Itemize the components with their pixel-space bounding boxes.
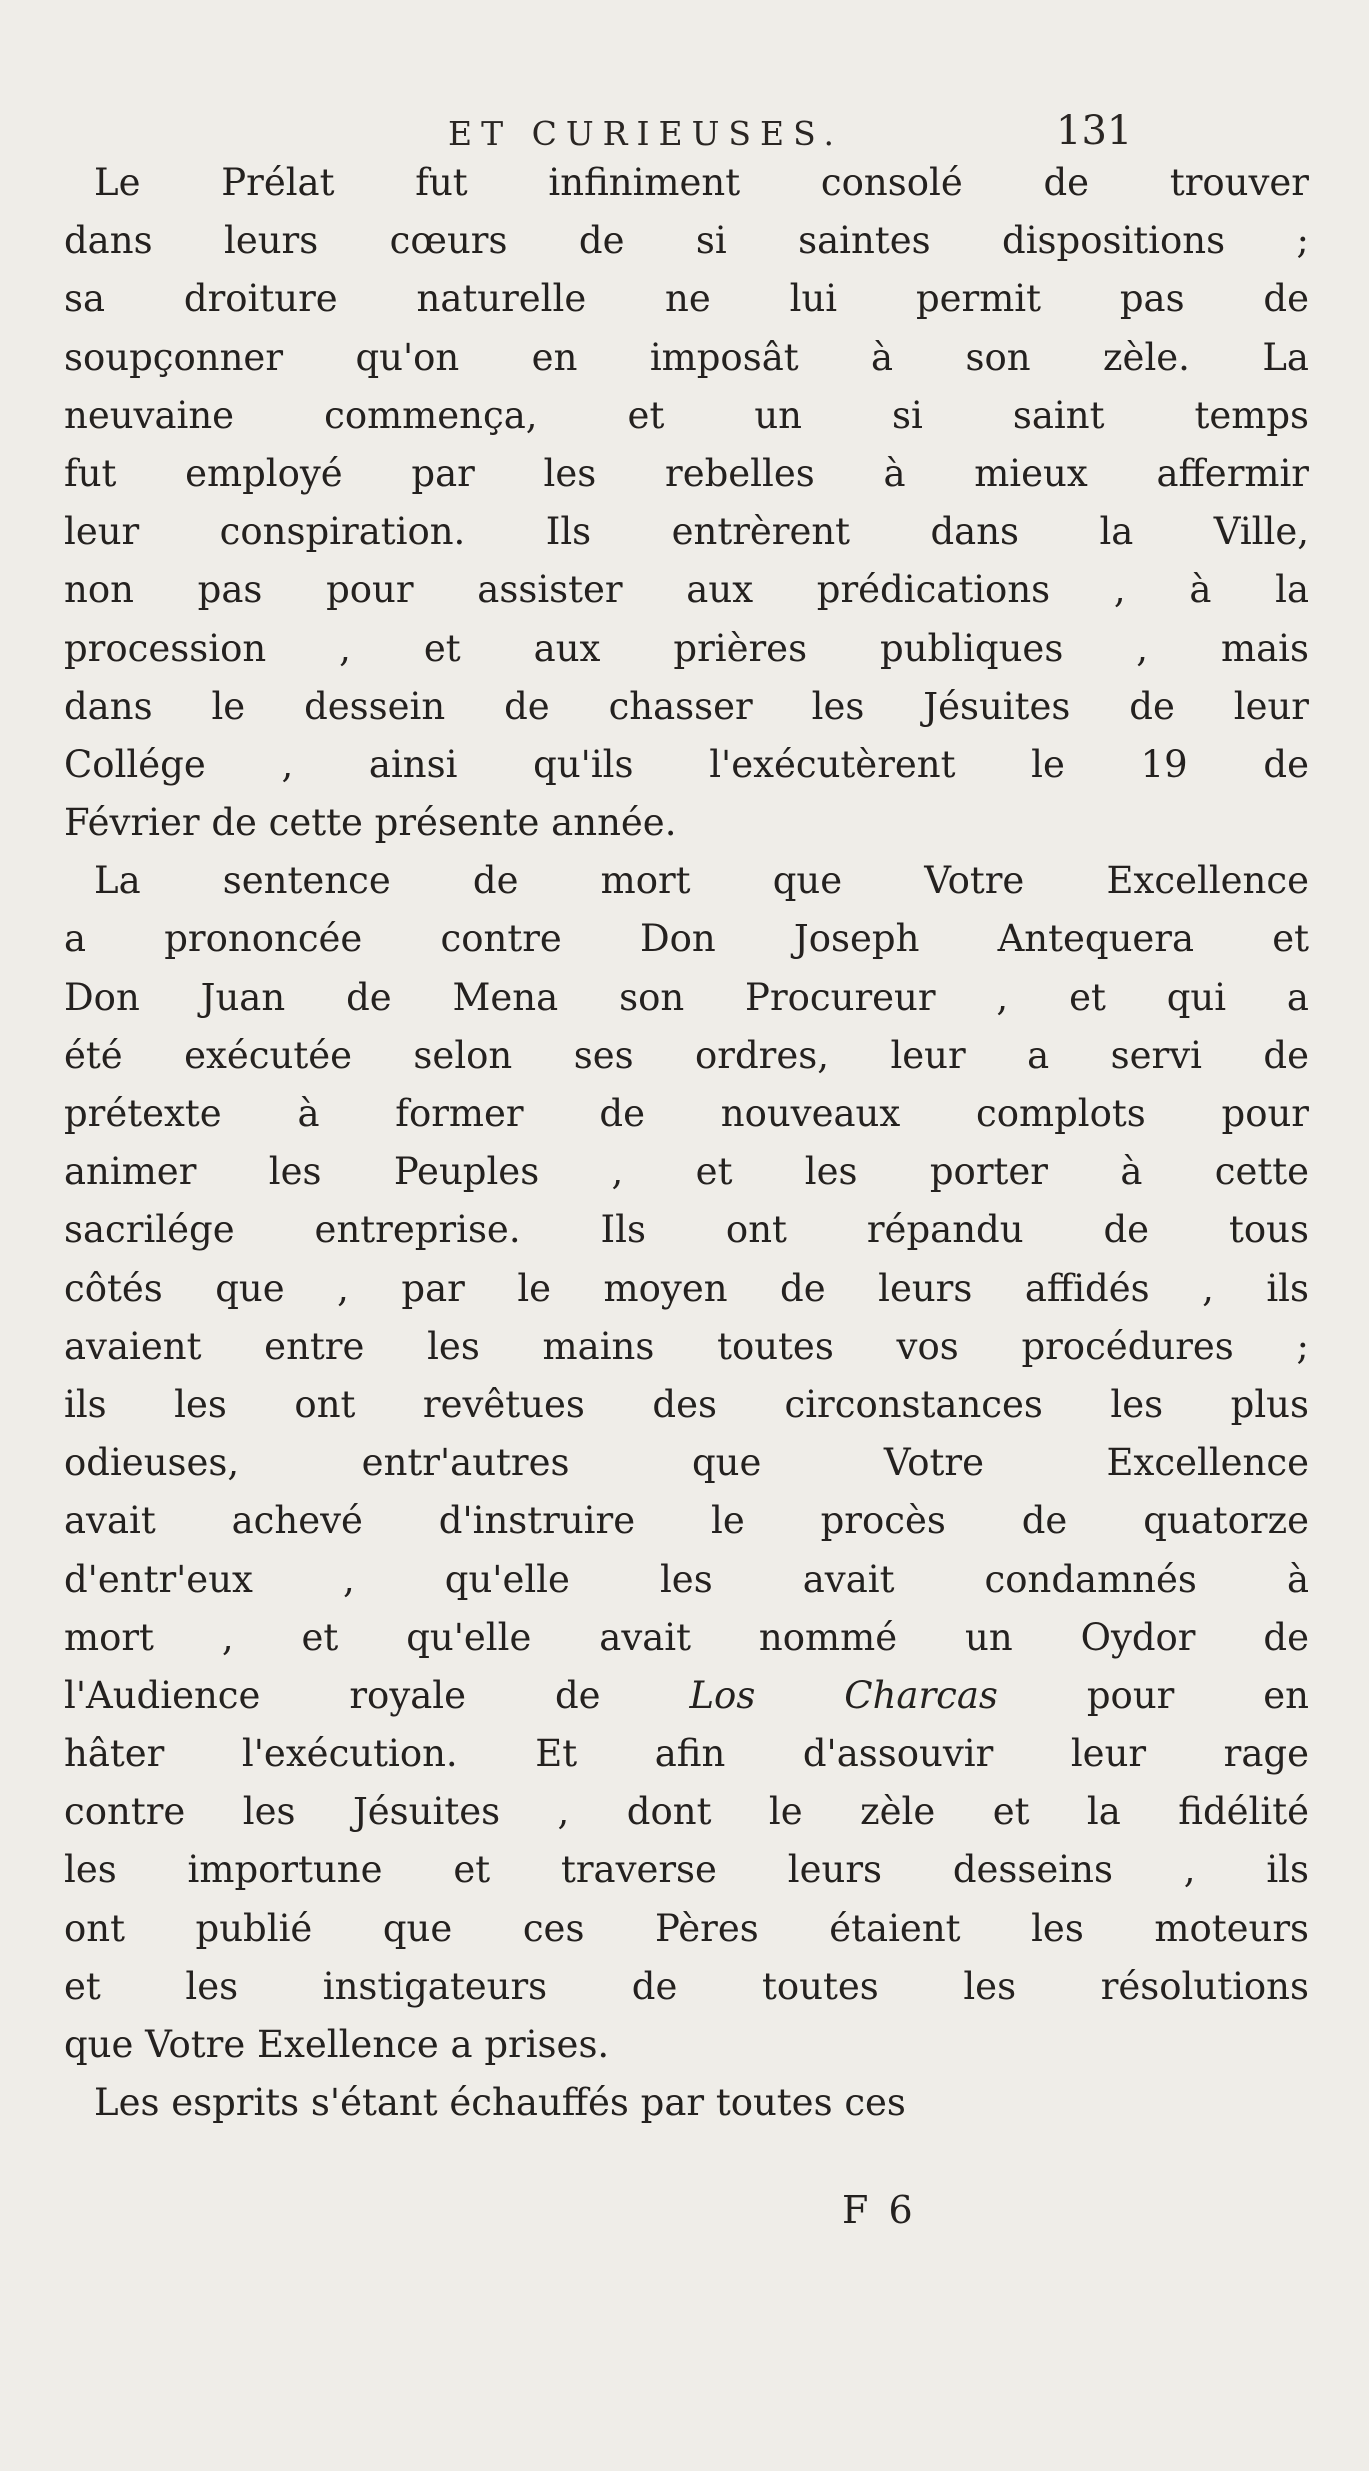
text-line: a prononcée contre Don Joseph Antequera et bbox=[64, 917, 1309, 961]
running-title: ET CURIEUSES. bbox=[448, 114, 844, 153]
text-line: l'Audience royale de Los Charcas pour en bbox=[64, 1673, 1310, 1717]
text-line: dans le dessein de chasser les Jésuites de leur bbox=[64, 684, 1309, 728]
body-text bbox=[64, 154, 1309, 2132]
text-line: neuvaine commença, et un si saint temps bbox=[64, 393, 1309, 437]
paragraph bbox=[64, 2074, 1309, 2132]
text-line: sacrilége entreprise. Ils ont répandu de tous bbox=[64, 1208, 1309, 1252]
text-line: Les esprits s'étant échauffés par toutes ces bbox=[94, 2081, 906, 2125]
text-line: La sentence de mort que Votre Excellence bbox=[94, 859, 1309, 903]
text-line: côtés que , par le moyen de leurs affidés , ils bbox=[64, 1266, 1309, 1310]
text-line: d'entr'eux , qu'elle les avait condamnés à bbox=[64, 1557, 1309, 1601]
page-number: 131 bbox=[1056, 108, 1133, 154]
text-line: procession , et aux prières publiques , mais bbox=[64, 626, 1309, 670]
page-header bbox=[0, 108, 1369, 158]
text-line: odieuses, entr'autres que Votre Excellence bbox=[64, 1441, 1309, 1485]
signature-mark: F 6 bbox=[842, 2188, 917, 2232]
text-line: avait achevé d'instruire le procès de quatorze bbox=[64, 1499, 1309, 1543]
text-line: ont publié que ces Pères étaient les moteurs bbox=[64, 1906, 1309, 1950]
text-line: les importune et traverse leurs desseins , ils bbox=[64, 1848, 1309, 1892]
text-line: Le Prélat fut infiniment consolé de trouver bbox=[94, 161, 1309, 204]
text-line: contre les Jésuites , dont le zèle et la fidélité bbox=[64, 1790, 1309, 1834]
text-line: avaient entre les mains toutes vos procédures ; bbox=[64, 1324, 1309, 1368]
text-line: Don Juan de Mena son Procureur , et qui a bbox=[64, 975, 1309, 1019]
text-line: sa droiture naturelle ne lui permit pas de bbox=[64, 277, 1309, 321]
text-line: que Votre Exellence a prises. bbox=[64, 2023, 610, 2066]
text-line: ils les ont revêtues des circonstances les plus bbox=[64, 1382, 1309, 1426]
text-line: dans leurs cœurs de si saintes dispositions ; bbox=[64, 219, 1309, 263]
text-line: et les instigateurs de toutes les résolutions bbox=[64, 1964, 1309, 2008]
text-line: hâter l'exécution. Et afin d'assouvir leur rage bbox=[64, 1732, 1309, 1776]
text-line: animer les Peuples , et les porter à cette bbox=[64, 1150, 1309, 1194]
text-line: prétexte à former de nouveaux complots pour bbox=[64, 1092, 1309, 1135]
text-line: Collége , ainsi qu'ils l'exécutèrent le 19 de bbox=[64, 742, 1309, 786]
text-line: non pas pour assister aux prédications , à la bbox=[64, 568, 1309, 612]
paragraph bbox=[64, 852, 1309, 2074]
text-line: mort , et qu'elle avait nommé un Oydor de bbox=[64, 1615, 1309, 1659]
text-line: soupçonner qu'on en imposât à son zèle. La bbox=[64, 335, 1309, 379]
text-line: leur conspiration. Ils entrèrent dans la Ville, bbox=[64, 510, 1309, 554]
text-line: été exécutée selon ses ordres, leur a servi de bbox=[64, 1033, 1309, 1077]
text-line: fut employé par les rebelles à mieux affermir bbox=[64, 451, 1309, 495]
text-line: Février de cette présente année. bbox=[64, 801, 677, 845]
paragraph bbox=[64, 154, 1309, 852]
